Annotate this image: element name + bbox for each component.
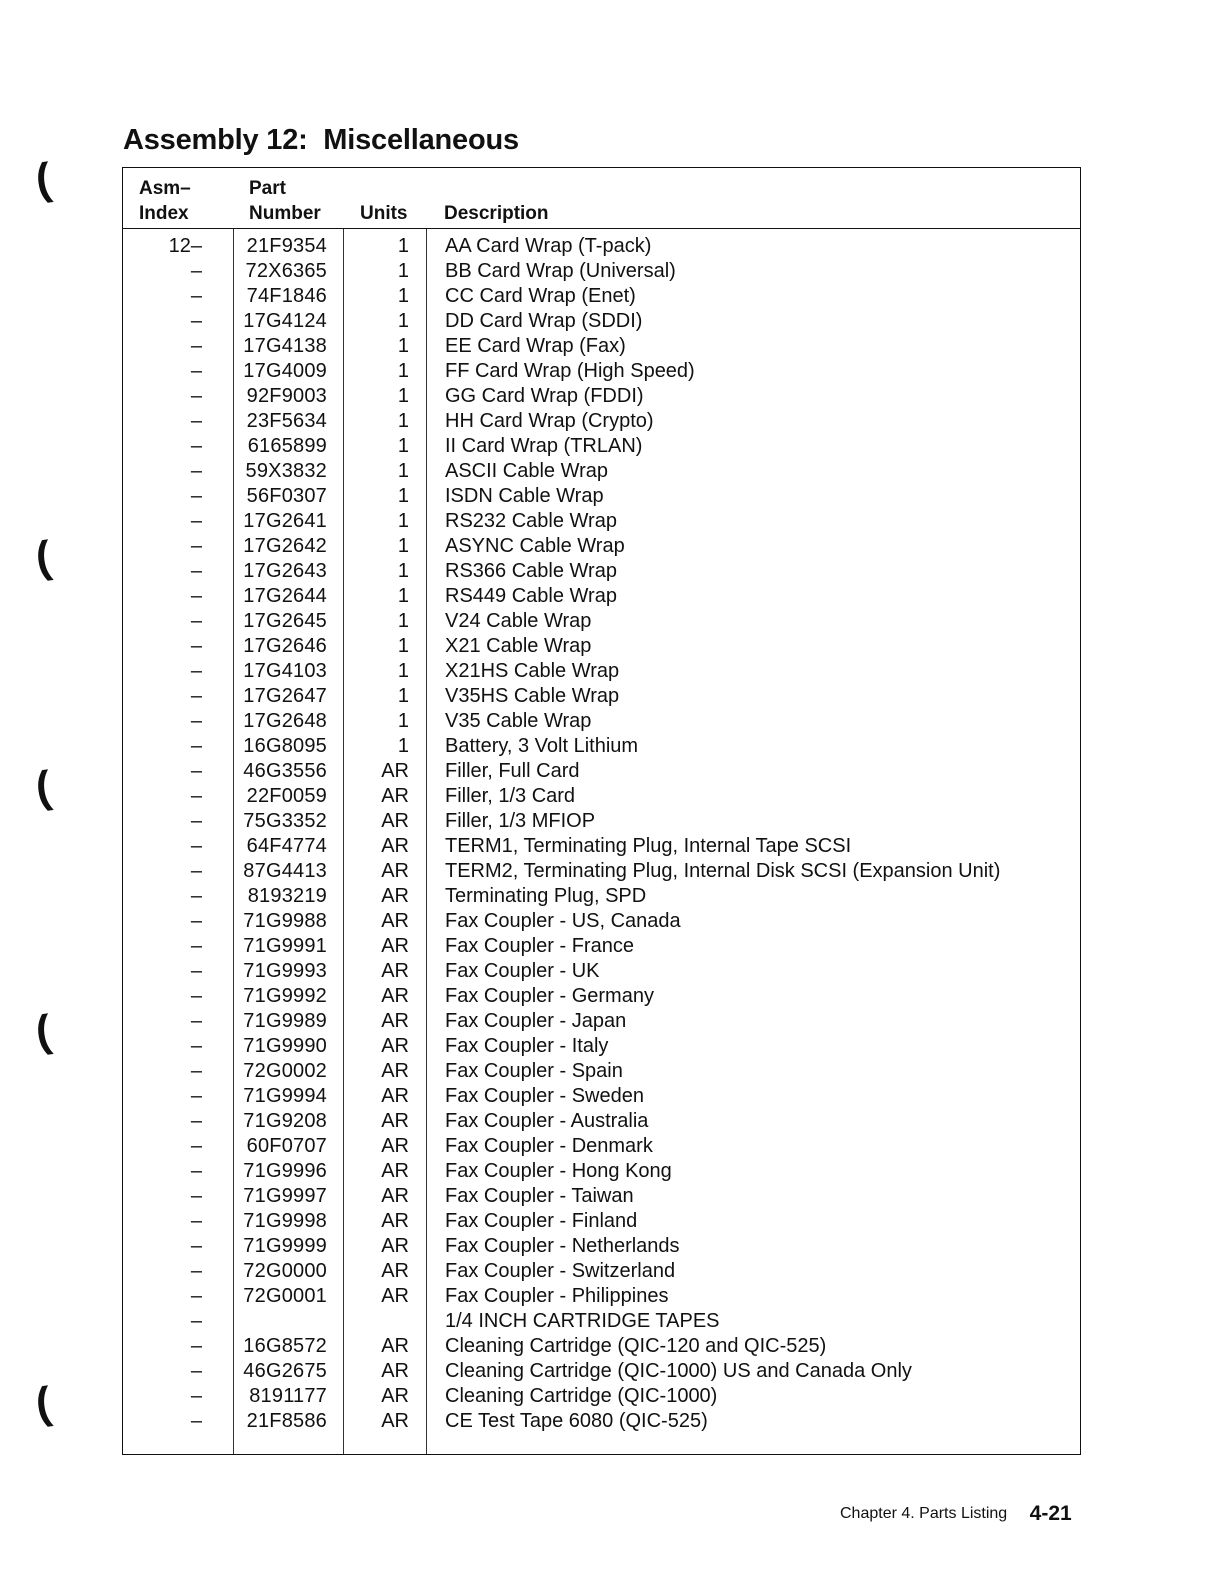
table-row <box>123 359 1080 384</box>
description-cell: ISDN Cable Wrap <box>445 485 604 507</box>
asm-index-cell: – <box>190 885 202 907</box>
header-asm-index: Asm– Index <box>139 178 191 224</box>
description-cell: Cleaning Cartridge (QIC-120 and QIC-525) <box>445 1335 827 1357</box>
page-number: 4-21 <box>1029 1502 1072 1525</box>
units-cell: AR <box>381 1235 409 1257</box>
binder-ring-mark: ( <box>32 762 54 813</box>
asm-index-cell: – <box>190 1035 202 1057</box>
asm-index-cell: – <box>190 310 202 332</box>
table-row <box>123 234 1080 259</box>
units-cell: AR <box>381 785 409 807</box>
description-cell: TERM2, Terminating Plug, Internal Disk SCSI (Expansion Unit) <box>445 860 1001 882</box>
header-description: Description <box>444 203 549 224</box>
description-cell: Fax Coupler - Sweden <box>445 1085 644 1107</box>
asm-index-cell: – <box>190 485 202 507</box>
asm-index-cell: – <box>190 1285 202 1307</box>
asm-index-cell: – <box>190 1085 202 1107</box>
description-cell: II Card Wrap (TRLAN) <box>445 435 643 457</box>
units-cell: 1 <box>397 410 409 432</box>
part-number-cell: 71G9989 <box>243 1010 327 1032</box>
description-cell: Fax Coupler - Finland <box>445 1210 638 1232</box>
part-number-cell: 46G2675 <box>243 1360 327 1382</box>
part-number-cell: 71G9992 <box>243 985 327 1007</box>
units-cell: 1 <box>397 235 409 257</box>
table-row <box>123 1409 1080 1434</box>
part-number-cell: 8191177 <box>249 1385 327 1407</box>
page-footer <box>840 1502 1072 1526</box>
units-cell: AR <box>381 1260 409 1282</box>
part-number-cell: 71G9999 <box>243 1235 327 1257</box>
description-cell: TERM1, Terminating Plug, Internal Tape SCSI <box>445 835 852 857</box>
asm-index-cell: – <box>190 1210 202 1232</box>
table-row <box>123 609 1080 634</box>
description-cell: Battery, 3 Volt Lithium <box>445 735 639 757</box>
units-cell: 1 <box>397 635 409 657</box>
part-number-cell: 17G4009 <box>243 360 327 382</box>
description-cell: Fax Coupler - US, Canada <box>445 910 681 932</box>
units-cell: AR <box>381 985 409 1007</box>
units-cell: 1 <box>397 585 409 607</box>
description-cell: BB Card Wrap (Universal) <box>445 260 676 282</box>
asm-index-cell: – <box>190 560 202 582</box>
part-number-cell: 23F5634 <box>246 410 327 432</box>
part-number-cell: 17G2645 <box>243 610 327 632</box>
table-row <box>123 1284 1080 1309</box>
part-number-cell: 71G9993 <box>243 960 327 982</box>
binder-ring-mark: ( <box>32 154 54 205</box>
part-number-cell: 71G9997 <box>243 1185 327 1207</box>
part-number-cell: 17G2647 <box>243 685 327 707</box>
asm-index-cell: – <box>190 860 202 882</box>
table-row <box>123 909 1080 934</box>
description-cell: Filler, Full Card <box>445 760 580 782</box>
footer-chapter: Chapter 4. Parts Listing <box>840 1505 1008 1522</box>
part-number-cell: 72G0000 <box>243 1260 327 1282</box>
table-row <box>123 509 1080 534</box>
table-row <box>123 259 1080 284</box>
description-cell: V35 Cable Wrap <box>445 710 592 732</box>
asm-index-cell: – <box>190 935 202 957</box>
table-row <box>123 1134 1080 1159</box>
units-cell: 1 <box>397 285 409 307</box>
table-row <box>123 684 1080 709</box>
asm-index-cell: – <box>190 735 202 757</box>
table-row <box>123 1334 1080 1359</box>
table-row <box>123 1109 1080 1134</box>
part-number-cell: 17G2642 <box>243 535 327 557</box>
table-row <box>123 534 1080 559</box>
description-cell: Fax Coupler - Japan <box>445 1010 627 1032</box>
table-row <box>123 484 1080 509</box>
units-cell: AR <box>381 1385 409 1407</box>
part-number-cell: 71G9988 <box>243 910 327 932</box>
units-cell: AR <box>381 1135 409 1157</box>
units-cell: 1 <box>397 535 409 557</box>
asm-index-cell: – <box>190 1310 202 1332</box>
asm-index-cell: – <box>190 760 202 782</box>
binder-ring-mark: ( <box>32 1006 54 1057</box>
description-cell: Fax Coupler - Netherlands <box>445 1235 680 1257</box>
asm-index-cell: – <box>190 460 202 482</box>
units-cell: AR <box>381 1110 409 1132</box>
description-cell: GG Card Wrap (FDDI) <box>445 385 644 407</box>
description-cell: Fax Coupler - Italy <box>445 1035 609 1057</box>
description-cell: Filler, 1/3 MFIOP <box>445 810 596 832</box>
units-cell: 1 <box>397 360 409 382</box>
part-number-cell: 59X3832 <box>245 460 327 482</box>
part-number-cell: 8193219 <box>247 885 327 907</box>
description-cell: Fax Coupler - Switzerland <box>445 1260 676 1282</box>
units-cell: 1 <box>397 310 409 332</box>
asm-index-cell: – <box>190 835 202 857</box>
description-cell: AA Card Wrap (T-pack) <box>445 235 652 257</box>
part-number-cell: 92F9003 <box>246 385 327 407</box>
description-cell: X21 Cable Wrap <box>445 635 592 657</box>
table-row <box>123 734 1080 759</box>
table-row <box>123 834 1080 859</box>
description-cell: Fax Coupler - Australia <box>445 1110 649 1132</box>
part-number-cell: 16G8572 <box>243 1335 327 1357</box>
asm-index-cell: – <box>190 610 202 632</box>
part-number-cell: 74F1846 <box>246 285 327 307</box>
units-cell: 1 <box>397 260 409 282</box>
description-cell: Fax Coupler - Spain <box>445 1060 623 1082</box>
asm-index-cell: – <box>190 435 202 457</box>
table-row <box>123 1084 1080 1109</box>
part-number-cell: 22F0059 <box>246 785 327 807</box>
units-cell: AR <box>381 885 409 907</box>
units-cell: 1 <box>397 510 409 532</box>
part-number-cell: 71G9996 <box>243 1160 327 1182</box>
asm-index-cell: – <box>190 1110 202 1132</box>
asm-index-cell: – <box>190 260 202 282</box>
part-number-cell: 72G0001 <box>243 1285 327 1307</box>
asm-index-cell: – <box>190 1160 202 1182</box>
part-number-cell: 71G9998 <box>243 1210 327 1232</box>
description-cell: Cleaning Cartridge (QIC-1000) US and Canada Only <box>445 1360 912 1382</box>
units-cell: AR <box>381 1085 409 1107</box>
binder-ring-mark: ( <box>32 532 54 583</box>
part-number-cell: 46G3556 <box>243 760 327 782</box>
part-number-cell: 17G4124 <box>243 310 327 332</box>
units-cell: AR <box>381 1360 409 1382</box>
asm-index-cell: – <box>190 1135 202 1157</box>
table-row <box>123 659 1080 684</box>
description-cell: CC Card Wrap (Enet) <box>445 285 636 307</box>
description-cell: Fax Coupler - Philippines <box>445 1285 669 1307</box>
description-cell: RS366 Cable Wrap <box>445 560 617 582</box>
units-cell: 1 <box>397 335 409 357</box>
description-cell: Filler, 1/3 Card <box>445 785 576 807</box>
table-row <box>123 809 1080 834</box>
asm-index-cell: – <box>190 510 202 532</box>
part-number-cell: 21F9354 <box>246 235 327 257</box>
description-cell: X21HS Cable Wrap <box>445 660 620 682</box>
part-number-cell: 71G9991 <box>243 935 327 957</box>
description-cell: FF Card Wrap (High Speed) <box>445 360 695 382</box>
part-number-cell: 16G8095 <box>243 735 327 757</box>
asm-index-cell: – <box>190 410 202 432</box>
description-cell: HH Card Wrap (Crypto) <box>445 410 654 432</box>
asm-index-cell: – <box>190 985 202 1007</box>
units-cell: AR <box>381 760 409 782</box>
units-cell: 1 <box>397 435 409 457</box>
table-row <box>123 559 1080 584</box>
part-number-cell: 17G2641 <box>243 510 327 532</box>
asm-index-cell: – <box>190 1235 202 1257</box>
asm-index-cell: – <box>190 385 202 407</box>
table-row <box>123 1359 1080 1384</box>
units-cell: 1 <box>397 560 409 582</box>
units-cell: 1 <box>397 660 409 682</box>
description-cell: Cleaning Cartridge (QIC-1000) <box>445 1385 718 1407</box>
asm-index-cell: – <box>190 1410 202 1432</box>
part-number-cell: 17G2648 <box>243 710 327 732</box>
part-number-cell: 71G9990 <box>243 1035 327 1057</box>
part-number-cell: 75G3352 <box>243 810 327 832</box>
part-number-cell: 17G4103 <box>243 660 327 682</box>
header-units: Units <box>360 203 408 224</box>
table-row <box>123 934 1080 959</box>
table-row <box>123 1034 1080 1059</box>
description-cell: DD Card Wrap (SDDI) <box>445 310 643 332</box>
units-cell: AR <box>381 1035 409 1057</box>
table-row <box>123 284 1080 309</box>
part-number-cell: 17G4138 <box>243 335 327 357</box>
table-row <box>123 984 1080 1009</box>
table-row <box>123 709 1080 734</box>
table-row <box>123 434 1080 459</box>
part-number-cell: 71G9994 <box>243 1085 327 1107</box>
table-row <box>123 459 1080 484</box>
units-cell: 1 <box>397 710 409 732</box>
part-number-cell: 21F8586 <box>246 1410 327 1432</box>
asm-index-cell: – <box>190 810 202 832</box>
asm-index-cell: – <box>190 785 202 807</box>
asm-index-cell: – <box>190 1010 202 1032</box>
parts-table <box>122 167 1081 1455</box>
header-divider <box>123 228 1080 229</box>
part-number-cell: 87G4413 <box>243 860 327 882</box>
table-row <box>123 1159 1080 1184</box>
units-cell: AR <box>381 1060 409 1082</box>
table-row <box>123 784 1080 809</box>
asm-index-cell: – <box>190 1060 202 1082</box>
table-row <box>123 884 1080 909</box>
units-cell: AR <box>381 935 409 957</box>
asm-index-cell: – <box>190 1385 202 1407</box>
units-cell: AR <box>381 960 409 982</box>
units-cell: 1 <box>397 485 409 507</box>
table-row <box>123 959 1080 984</box>
table-row <box>123 1234 1080 1259</box>
description-cell: Fax Coupler - Taiwan <box>445 1185 634 1207</box>
part-number-cell: 56F0307 <box>246 485 327 507</box>
asm-index-cell: – <box>190 1185 202 1207</box>
header-part-number: Part Number <box>249 178 321 224</box>
table-row <box>123 1059 1080 1084</box>
asm-index-cell: – <box>190 285 202 307</box>
units-cell: AR <box>381 810 409 832</box>
part-number-cell: 72X6365 <box>245 260 327 282</box>
units-cell: AR <box>381 1010 409 1032</box>
table-row <box>123 1259 1080 1284</box>
description-cell: Fax Coupler - Denmark <box>445 1135 653 1157</box>
asm-index-cell: – <box>190 910 202 932</box>
table-row <box>123 409 1080 434</box>
units-cell: AR <box>381 1335 409 1357</box>
description-cell: V24 Cable Wrap <box>445 610 592 632</box>
part-number-cell: 64F4774 <box>246 835 327 857</box>
asm-index-cell: – <box>190 685 202 707</box>
description-cell: Terminating Plug, SPD <box>445 885 647 907</box>
asm-index-cell: – <box>190 585 202 607</box>
table-row <box>123 584 1080 609</box>
asm-index-cell: – <box>190 1260 202 1282</box>
table-row <box>123 309 1080 334</box>
asm-index-cell: – <box>190 360 202 382</box>
description-cell: EE Card Wrap (Fax) <box>445 335 626 357</box>
description-cell: RS449 Cable Wrap <box>445 585 617 607</box>
asm-index-cell: – <box>190 335 202 357</box>
table-row <box>123 1209 1080 1234</box>
units-cell: 1 <box>397 385 409 407</box>
table-row <box>123 334 1080 359</box>
part-number-cell: 6165899 <box>247 435 327 457</box>
description-cell: ASCII Cable Wrap <box>445 460 609 482</box>
units-cell: 1 <box>397 460 409 482</box>
asm-index-cell: 12– <box>168 235 202 257</box>
units-cell: AR <box>381 910 409 932</box>
description-cell: Fax Coupler - France <box>445 935 634 957</box>
page-title: Assembly 12: Miscellaneous <box>123 124 519 156</box>
parts-table-body <box>123 234 1080 1434</box>
units-cell: AR <box>381 860 409 882</box>
table-row <box>123 1009 1080 1034</box>
units-cell: AR <box>381 1160 409 1182</box>
table-row <box>123 1309 1080 1334</box>
part-number-cell: 60F0707 <box>246 1135 327 1157</box>
table-row <box>123 384 1080 409</box>
part-number-cell: 17G2643 <box>243 560 327 582</box>
table-row <box>123 1384 1080 1409</box>
units-cell: AR <box>381 1210 409 1232</box>
table-row <box>123 859 1080 884</box>
table-row <box>123 1184 1080 1209</box>
description-cell: Fax Coupler - Germany <box>445 985 654 1007</box>
binder-ring-mark: ( <box>32 1378 54 1429</box>
asm-index-cell: – <box>190 960 202 982</box>
asm-index-cell: – <box>190 1360 202 1382</box>
units-cell: 1 <box>397 735 409 757</box>
description-cell: V35HS Cable Wrap <box>445 685 620 707</box>
description-cell: 1/4 INCH CARTRIDGE TAPES <box>445 1310 720 1332</box>
units-cell: AR <box>381 835 409 857</box>
asm-index-cell: – <box>190 660 202 682</box>
table-row <box>123 634 1080 659</box>
part-number-cell: 17G2644 <box>243 585 327 607</box>
asm-index-cell: – <box>190 635 202 657</box>
description-cell: ASYNC Cable Wrap <box>445 535 625 557</box>
asm-index-cell: – <box>190 710 202 732</box>
description-cell: CE Test Tape 6080 (QIC-525) <box>445 1410 708 1432</box>
part-number-cell: 72G0002 <box>243 1060 327 1082</box>
asm-index-cell: – <box>190 535 202 557</box>
description-cell: RS232 Cable Wrap <box>445 510 617 532</box>
units-cell: 1 <box>397 685 409 707</box>
units-cell: 1 <box>397 610 409 632</box>
part-number-cell: 71G9208 <box>243 1110 327 1132</box>
asm-index-cell: – <box>190 1335 202 1357</box>
description-cell: Fax Coupler - UK <box>445 960 600 982</box>
part-number-cell: 17G2646 <box>243 635 327 657</box>
table-row <box>123 759 1080 784</box>
units-cell: AR <box>381 1410 409 1432</box>
description-cell: Fax Coupler - Hong Kong <box>445 1160 672 1182</box>
units-cell: AR <box>381 1185 409 1207</box>
units-cell: AR <box>381 1285 409 1307</box>
